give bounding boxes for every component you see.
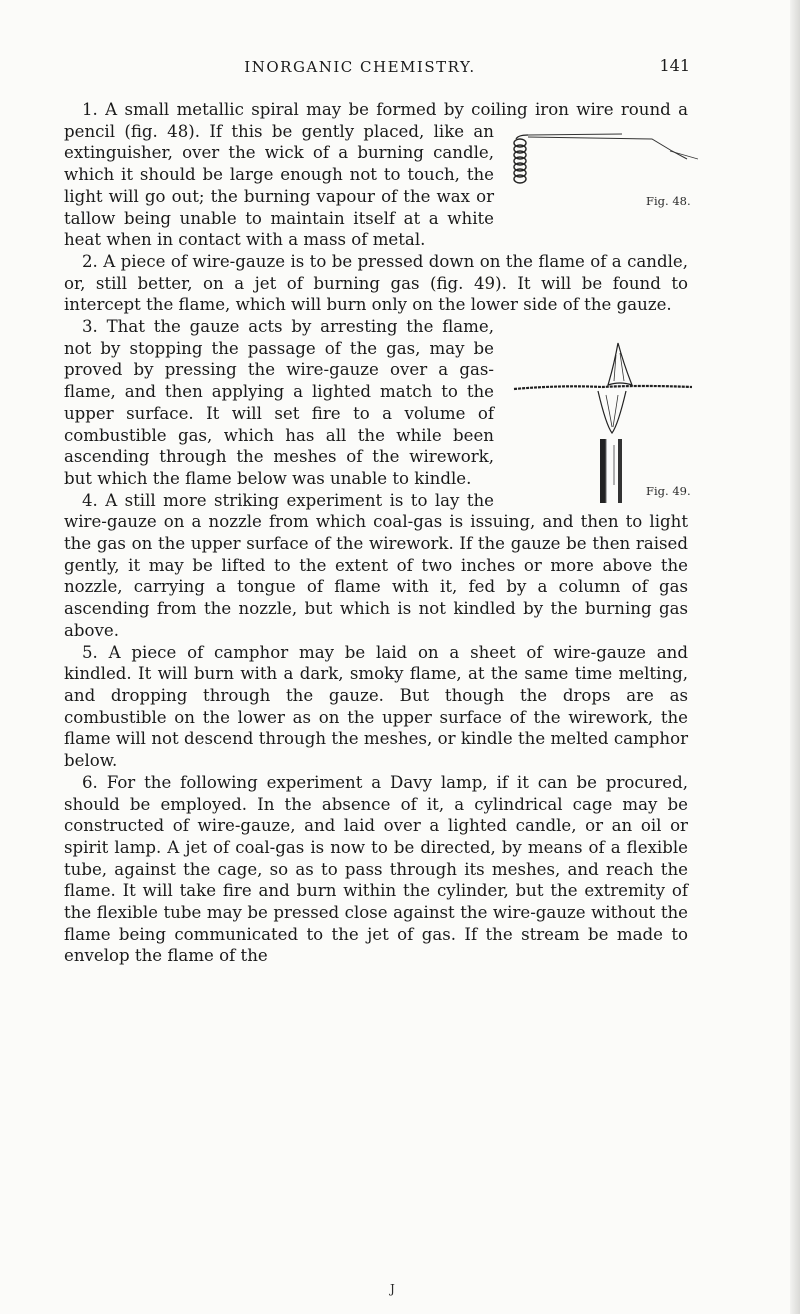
fig-48-caption: Fig. 48. <box>646 194 691 208</box>
signature-mark: J <box>390 1282 395 1296</box>
paragraph-5: 5. A piece of camphor may be laid on a sheet of wire-gauze and kindled. It will burn with a dark, smoky flame, at the same time melting, and dropping through the gauze. But though the drops are as combustible on the lower as on the upper surface of the wirework, the flame will not descend through the meshes, or kindle the melted camphor below. <box>64 642 688 771</box>
page-edge <box>790 0 800 1314</box>
figure-49 <box>502 335 698 511</box>
figure-48 <box>502 129 698 221</box>
paragraph-3: 3. That the gauze acts by arresting the flame, not by stopping the passage of the gas, may be proved by pressing the wire-gauze over a gas-flame, and then applying a lighted match to the upper surface. It will set fire to a volume of combustible gas, which has all the while been ascending through the meshes of the wirework, but which the flame below was unable to kindle. <box>64 317 494 488</box>
fig-49-caption: Fig. 49. <box>646 483 691 498</box>
paragraph-6: 6. For the following experiment a Davy lamp, if it can be procured, should be employed. In the absence of it, a cylindrical cage may be constructed of wire-gauze, and laid over a lighted candle, or an oil or spirit lamp. A jet of coal-gas is now to be directed, by means of a flexible tube, against the cage, so as to pass through its meshes, and reach the flame. It will take fire and burn within the cylinder, but the extremity of the flexible tube may be pressed close against the wire-gauze without the flame being communicated to the jet of gas. If the stream be made to envelop the flame of the <box>64 772 688 966</box>
page-number: 141 <box>659 56 690 75</box>
paragraph-1: 1. A small metallic spiral may be formed by coiling iron wire round a pencil (fig. 48). If this be gently placed, like an extinguisher, over the wick of a burning candle, which it should be large enough not to touch, the light will go out; the burning vapour of the wax or tallow being unable to maintain itself at a white heat when in contact with a mass of metal. <box>64 100 688 250</box>
paragraph-4: 4. A still more striking experiment is to lay the wire-gauze on a nozzle from which coal-gas is issuing, and then to light the gas on the upper surface of the wirework. If the gauze be then raised gently, it may be lifted to the extent of two inches or more above the nozzle, carrying a tongue of flame with it, fed by a column of gas ascending from the nozzle, but which is not kindled by the burning gas above. <box>64 490 688 640</box>
body-text <box>64 99 691 967</box>
running-head: INORGANIC CHEMISTRY. <box>244 58 476 76</box>
paragraph-2: 2. A piece of wire-gauze is to be pressed down on the flame of a candle, or, still better, on a jet of burning gas (fig. 49). It will be found to intercept the flame, which will burn only on the lower side of the gauze. <box>64 251 688 315</box>
page-header <box>0 58 800 80</box>
